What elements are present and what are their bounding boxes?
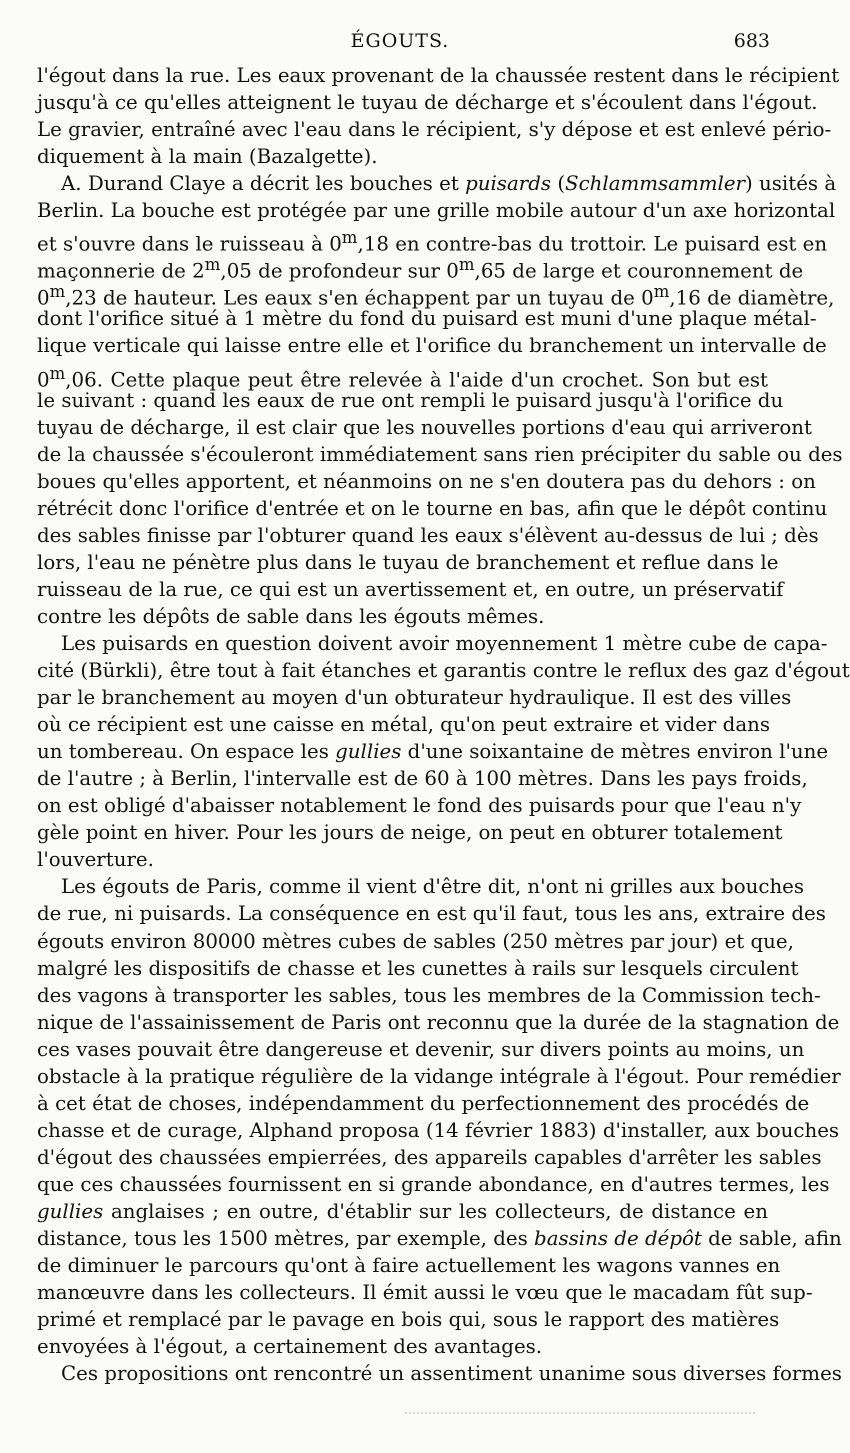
text-line: gèle point en hiver. Pour les jours de neige, on peut en obturer totalement bbox=[37, 821, 783, 845]
text-line: égouts environ 80000 mètres cubes de sables (250 mètres par jour) et que, bbox=[37, 929, 794, 953]
bottom-bleed-through-marks bbox=[405, 1412, 755, 1416]
text-line: Les puisards en question doivent avoir moyennement 1 mètre cube de capa- bbox=[61, 631, 828, 655]
text-line: d'égout des chaussées empierrées, des appareils capables d'arrêter les sables bbox=[37, 1145, 822, 1169]
text-line: boues qu'elles apportent, et néanmoins on ne s'en doutera pas du dehors : on bbox=[37, 469, 816, 493]
text-line: distance, tous les 1500 mètres, par exemple, des bassins de dépôt de sable, afin bbox=[37, 1227, 842, 1251]
body-text bbox=[37, 62, 850, 1387]
text-line: un tombereau. On espace les gullies d'une soixantaine de mètres environ l'une bbox=[37, 740, 829, 764]
text-line: que ces chaussées fournissent en si grande abondance, en d'autres termes, les bbox=[37, 1172, 830, 1196]
text-line: lique verticale qui laisse entre elle et l'orifice du branchement un intervalle de bbox=[37, 334, 827, 358]
text-line: de diminuer le parcours qu'ont à faire actuellement les wagons vannes en bbox=[37, 1254, 781, 1278]
paragraph bbox=[37, 1360, 842, 1387]
text-line: ces vases pouvait être dangereuse et devenir, sur divers points au moins, un bbox=[37, 1037, 805, 1061]
text-line: obstacle à la pratique régulière de la vidange intégrale à l'égout. Pour remédier bbox=[37, 1064, 841, 1088]
text-line: primé et remplacé par le pavage en bois qui, sous le rapport des matières bbox=[37, 1308, 780, 1332]
running-head bbox=[0, 30, 800, 56]
text-line: à cet état de choses, indépendamment du perfectionnement des procédés de bbox=[37, 1091, 810, 1115]
text-line: gullies anglaises ; en outre, d'établir sur les collecteurs, de distance en bbox=[37, 1199, 768, 1223]
text-line: Les égouts de Paris, comme il vient d'être dit, n'ont ni grilles aux bouches bbox=[61, 875, 805, 899]
page-number: 683 bbox=[733, 30, 770, 52]
text-line: 0$^m$,06. Cette plaque peut être relevée à l'aide d'un crochet. Son but est bbox=[37, 363, 768, 392]
text-line: maçonnerie de 2$^m$,05 de profondeur sur 0$^m$,65 de large et couronnement de bbox=[37, 255, 804, 283]
text-line: on est obligé d'abaisser notablement le fond des puisards pour que l'eau n'y bbox=[37, 794, 802, 818]
text-line: de l'autre ; à Berlin, l'intervalle est de 60 à 100 mètres. Dans les pays froids, bbox=[37, 767, 808, 791]
text-line: l'ouverture. bbox=[37, 848, 154, 872]
text-line: dont l'orifice situé à 1 mètre du fond du puisard est muni d'une plaque métal- bbox=[37, 307, 817, 331]
text-line: contre les dépôts de sable dans les égouts mêmes. bbox=[37, 604, 545, 628]
text-line: cité (Bürkli), être tout à fait étanches et garantis contre le reflux des gaz d'égout bbox=[37, 659, 850, 683]
text-line: A. Durand Claye a décrit les bouches et puisards (Schlammsammler) usités à bbox=[61, 172, 837, 196]
text-line: le suivant : quand les eaux de rue ont rempli le puisard jusqu'à l'orifice du bbox=[37, 388, 784, 412]
text-line: envoyées à l'égout, a certainement des avantages. bbox=[37, 1335, 543, 1359]
text-line: ruisseau de la rue, ce qui est un avertissement et, en outre, un préservatif bbox=[37, 577, 784, 601]
paragraph bbox=[37, 62, 840, 170]
text-line: nique de l'assainissement de Paris ont reconnu que la durée de la stagnation de bbox=[37, 1010, 840, 1034]
paragraph bbox=[37, 630, 850, 873]
text-line: de la chaussée s'écouleront immédiatement sans rien précipiter du sable ou des bbox=[37, 442, 843, 466]
text-line: et s'ouvre dans le ruisseau à 0$^m$,18 en contre-bas du trottoir. Le puisard est en bbox=[37, 228, 828, 256]
text-line: lors, l'eau ne pénètre plus dans le tuyau de branchement et reflue dans le bbox=[37, 550, 779, 574]
text-line: de rue, ni puisards. La conséquence en est qu'il faut, tous les ans, extraire des bbox=[37, 902, 826, 926]
text-line: des vagons à transporter les sables, tous les membres de la Commission tech- bbox=[37, 983, 821, 1007]
chapter-title: ÉGOUTS. bbox=[350, 30, 450, 52]
text-line: manœuvre dans les collecteurs. Il émit aussi le vœu que le macadam fût sup- bbox=[37, 1281, 813, 1305]
text-line: chasse et de curage, Alphand proposa (14 février 1883) d'installer, aux bouches bbox=[37, 1118, 840, 1142]
text-line: l'égout dans la rue. Les eaux provenant de la chaussée restent dans le récipient bbox=[37, 64, 840, 87]
paragraph bbox=[37, 873, 842, 1360]
text-line: des sables finisse par l'obturer quand les eaux s'élèvent au-dessus de lui ; dès bbox=[37, 523, 819, 547]
text-line: tuyau de décharge, il est clair que les nouvelles portions d'eau qui arriveront bbox=[37, 415, 812, 439]
paragraph bbox=[37, 170, 843, 630]
text-line: 0$^m$,23 de hauteur. Les eaux s'en échappent par un tuyau de 0$^m$,16 de diamètre, bbox=[37, 282, 835, 310]
text-line: malgré les dispositifs de chasse et les cunettes à rails sur lesquels circulent bbox=[37, 956, 799, 980]
text-line: diquement à la main (Bazalgette). bbox=[37, 145, 378, 169]
text-line: par le branchement au moyen d'un obturateur hydraulique. Il est des villes bbox=[37, 686, 792, 710]
text-line: Ces propositions ont rencontré un assentiment unanime sous diverses formes bbox=[61, 1362, 842, 1386]
text-line: jusqu'à ce qu'elles atteignent le tuyau de décharge et s'écoulent dans l'égout. bbox=[37, 91, 818, 115]
text-line: rétrécit donc l'orifice d'entrée et on le tourne en bas, afin que le dépôt continu bbox=[37, 496, 828, 520]
text-line: Berlin. La bouche est protégée par une grille mobile autour d'un axe horizontal bbox=[37, 199, 836, 223]
text-line: où ce récipient est une caisse en métal, qu'on peut extraire et vider dans bbox=[37, 713, 771, 737]
text-line: Le gravier, entraîné avec l'eau dans le récipient, s'y dépose et est enlevé pério- bbox=[37, 118, 832, 142]
